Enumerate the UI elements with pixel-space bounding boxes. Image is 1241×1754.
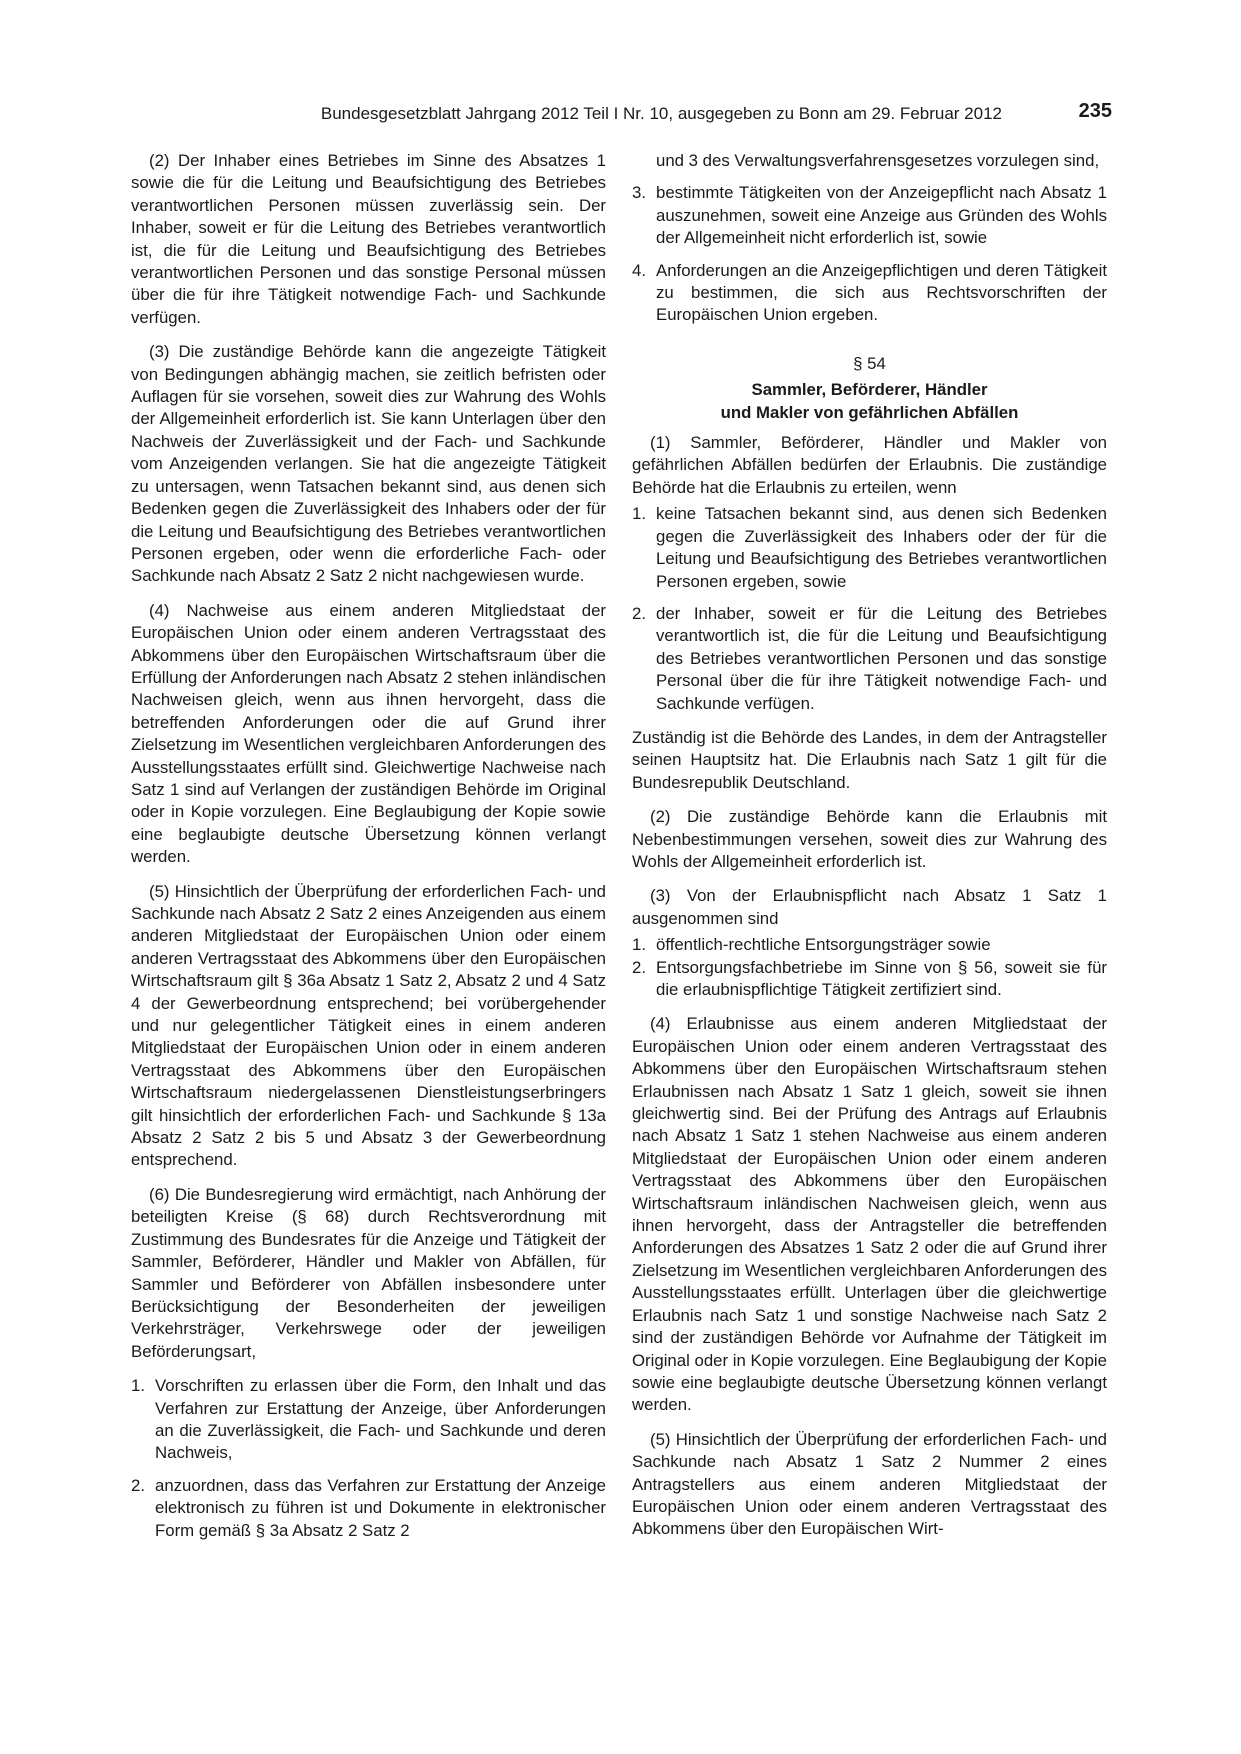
paragraph-4: (4) Erlaubnisse aus einem anderen Mitgliedstaat der Europäischen Union oder einem anderen Vertragsstaat des Abkommens über den Europäischen Wirtschaftsraum stehen Erlaubnissen nach Absatz 1 Satz 1 gleich, soweit sie ihnen gleichwertig sind. Bei der Prüfung des Antrags auf Erlaubnis nach Absatz 1 Satz 1 stehen Nachweise aus einem anderen Mitgliedstaat der Europäischen Union oder einem anderen Vertragsstaat des Abkommens über den Europäischen Wirtschaftsraum inländischen Nachweisen gleich, wenn aus ihnen hervorgeht, dass der Antragsteller die betreffenden Anforderungen des Absatzes 1 Satz 2 oder die auf Grund ihrer Zielsetzung im Wesentlichen vergleichbaren Anforderungen des Ausstellungsstaates erfüllt. Unterlagen über die gleichwertige Erlaubnis nach Satz 1 und sonstige Nachweise nach Satz 2 sind der zuständigen Behörde vor Aufnahme der Tätigkeit im Original oder in Kopie vorzulegen. Eine Beglaubigung der Kopie sowie eine beglaubigte deutsche Übersetzung können verlangt werden. xyxy=(632,1014,1107,1415)
running-header-title: Bundesgesetzblatt Jahrgang 2012 Teil I Nr. 10, ausgegeben zu Bonn am 29. Februar 2012 xyxy=(320,104,1002,123)
enumeration-list-continued xyxy=(632,150,1107,327)
list-item xyxy=(632,934,1107,956)
list-item xyxy=(632,182,1107,249)
section-number: § 54 xyxy=(853,353,886,373)
paragraph-2: (2) Die zuständige Behörde kann die Erlaubnis mit Nebenbestimmungen versehen, soweit dies zur Wahrung des Wohls der Allgemeinheit erforderlich ist. xyxy=(632,807,1107,871)
enumeration-list-3 xyxy=(632,934,1107,1001)
list-item-text: Vorschriften zu erlassen über die Form, den Inhalt und das Verfahren zur Erstattung der Anzeige, über Anforderungen an die Zuverlässigkeit, die Fach- und Sachkunde und deren Nachweis, xyxy=(155,1376,606,1463)
paragraph-3: (3) Die zuständige Behörde kann die angezeigte Tätigkeit von Bedingungen abhängig machen, sie zeitlich befristen oder Auflagen für sie vorsehen, soweit dies zur Wahrung des Wohls der Allgemeinheit erforderlich ist. Sie kann Unterlagen über den Nachweis der Zuverlässigkeit und der Fach- und Sachkunde vom Anzeigenden verlangen. Sie hat die angezeigte Tätigkeit zu untersagen, wenn Tatsachen bekannt sind, aus denen sich Bedenken gegen die Zuverlässigkeit des Inhabers oder der für die Leitung und Beaufsichtigung des Betriebes verantwortlichen Personen ergeben, oder wenn die erforderliche Fach- oder Sachkunde nach Absatz 2 Satz 2 nicht nachgewiesen wurde. xyxy=(131,342,606,586)
list-item-number: 2. xyxy=(632,957,646,977)
list-item-text: Entsorgungsfachbetriebe im Sinne von § 56, soweit sie für die erlaubnispflichtige Tätigkeit zertifiziert sind. xyxy=(656,957,1107,999)
page-header xyxy=(136,100,1112,130)
list-item-text: bestimmte Tätigkeiten von der Anzeigepflicht nach Absatz 1 auszunehmen, soweit eine Anzeige aus Gründen des Wohls der Allgemeinheit nicht erforderlich ist, sowie xyxy=(656,183,1107,248)
list-item xyxy=(131,1375,606,1465)
left-column xyxy=(131,150,606,1554)
paragraph-1-continued: Zuständig ist die Behörde des Landes, in dem der Antragsteller seinen Hauptsitz hat. Die Erlaubnis nach Satz 1 gilt für die Bundesrepublik Deutschland. xyxy=(632,727,1107,792)
paragraph-2: (2) Der Inhaber eines Betriebes im Sinne des Absatzes 1 sowie die für die Leitung und Beaufsichtigung des Betriebes verantwortlichen Personen müssen zuverlässig sein. Der Inhaber, soweit er für die Leitung des Betriebes verantwortlich ist, die für die Leitung und Beaufsichtigung des Betriebes verantwortlichen Personen und das sonstige Personal müssen über die für ihre Tätigkeit notwendige Fach- und Sachkunde verfügen. xyxy=(131,151,606,327)
paragraph-5: (5) Hinsichtlich der Überprüfung der erforderlichen Fach- und Sachkunde nach Absatz 1 Satz 2 Nummer 2 eines Antragstellers aus einem anderen Mitgliedstaat der Europäischen Union oder einem anderen Vertragsstaat des Abkommens über den Europäischen Wirt- xyxy=(632,1429,1107,1539)
paragraph-5: (5) Hinsichtlich der Überprüfung der erforderlichen Fach- und Sachkunde nach Absatz 2 Satz 2 eines Anzeigenden aus einem anderen Mitgliedstaat der Europäischen Union oder einem anderen Vertragsstaat des Abkommens über den Europäischen Wirtschaftsraum gilt § 36a Absatz 1 Satz 2, Absatz 2 und 4 Satz 4 der Gewerbeordnung entsprechend; bei vorübergehender und nur gelegentlicher Tätigkeit eines in einem anderen Mitgliedstaat der Europäischen Union oder in einem anderen Vertragsstaat des Abkommens über den Europäischen Wirtschaftsraum niedergelassenen Dienstleistungserbringers gilt hinsichtlich der erforderlichen Fach- und Sachkunde § 13a Absatz 2 Satz 2 bis 5 und Absatz 3 der Gewerbeordnung entsprechend. xyxy=(131,881,606,1170)
list-item-text: keine Tatsachen bekannt sind, aus denen sich Bedenken gegen die Zuverlässigkeit des Inhabers oder der für die Leitung und Beaufsichtigung des Betriebes verantwortlichen Personen ergeben, sowie xyxy=(656,504,1107,591)
section-title-line: Sammler, Beförderer, Händler xyxy=(751,380,988,400)
list-item xyxy=(632,503,1107,593)
list-item xyxy=(632,260,1107,327)
right-column xyxy=(632,150,1107,1553)
list-item-number: 1. xyxy=(632,504,646,524)
list-item-text: der Inhaber, soweit er für die Leitung des Betriebes verantwortlich ist, die für die Leitung und Beaufsichtigung des Betriebes verantwortlichen Personen und das sonstige Personal über die für ihre Tätigkeit notwendige Fach- und Sachkunde verfügen. xyxy=(656,603,1107,713)
list-item xyxy=(632,957,1107,1002)
list-item-number: 3. xyxy=(632,183,646,203)
list-item-text: und 3 des Verwaltungsverfahrensgesetzes vorzulegen sind, xyxy=(656,151,1100,170)
list-item xyxy=(632,150,1107,172)
list-item-text: öffentlich-rechtliche Entsorgungsträger sowie xyxy=(656,935,991,955)
list-item xyxy=(632,603,1107,715)
enumeration-list xyxy=(131,1375,606,1542)
paragraph-1: (1) Sammler, Beförderer, Händler und Makler von gefährlichen Abfällen bedürfen der Erlaubnis. Die zuständige Behörde hat die Erlaubnis zu erteilen, wenn xyxy=(632,433,1107,497)
page-number: 235 xyxy=(1078,100,1112,122)
list-item-number: 2. xyxy=(131,1475,145,1495)
list-item-text: Anforderungen an die Anzeigepflichtigen und deren Tätigkeit zu bestimmen, die sich aus Rechtsvorschriften der Europäischen Union ergeben. xyxy=(656,260,1107,325)
list-item-number: 1. xyxy=(632,935,646,955)
section-title-line: und Makler von gefährlichen Abfällen xyxy=(720,402,1019,422)
paragraph-4: (4) Nachweise aus einem anderen Mitgliedstaat der Europäischen Union oder einem anderen Vertragsstaat des Abkommens über den Europäischen Wirtschaftsraum über die Erfüllung der Anforderungen nach Absatz 2 stehen inländischen Nachweisen gleich, wenn aus ihnen hervorgeht, dass die betreffenden Anforderungen oder die auf Grund ihrer Zielsetzung im Wesentlichen vergleichbaren Anforderungen des Ausstellungsstaates erfüllt sind. Gleichwertige Nachweise nach Satz 1 sind auf Verlangen der zuständigen Behörde im Original oder in Kopie vorzulegen. Eine Beglaubigung der Kopie sowie eine beglaubigte deutsche Übersetzung können verlangt werden. xyxy=(131,600,606,867)
paragraph-3: (3) Von der Erlaubnispflicht nach Absatz 1 Satz 1 ausgenommen sind xyxy=(632,886,1107,928)
paragraph-6: (6) Die Bundesregierung wird ermächtigt, nach Anhörung der beteiligten Kreise (§ 68) durch Rechtsverordnung mit Zustimmung des Bundesrates für die Anzeige und Tätigkeit der Sammler, Beförderer, Händler und Makler von Abfällen, für Sammler und Beförderer von Abfällen insbesondere unter Berücksichtigung der Besonderheiten der jeweiligen Verkehrsträger, Verkehrswege oder der jeweiligen Beförderungsart, xyxy=(131,1184,606,1361)
list-item-number: 4. xyxy=(632,260,646,280)
list-item-text: anzuordnen, dass das Verfahren zur Erstattung der Anzeige elektronisch zu führen ist und Dokumente in elektronischer Form gemäß § 3a Absatz 2 Satz 2 xyxy=(155,1475,606,1540)
section-title xyxy=(632,379,1107,424)
list-item-number: 2. xyxy=(632,603,646,623)
enumeration-list-1 xyxy=(632,503,1107,715)
list-item-number: 1. xyxy=(131,1376,145,1396)
list-item xyxy=(131,1475,606,1542)
